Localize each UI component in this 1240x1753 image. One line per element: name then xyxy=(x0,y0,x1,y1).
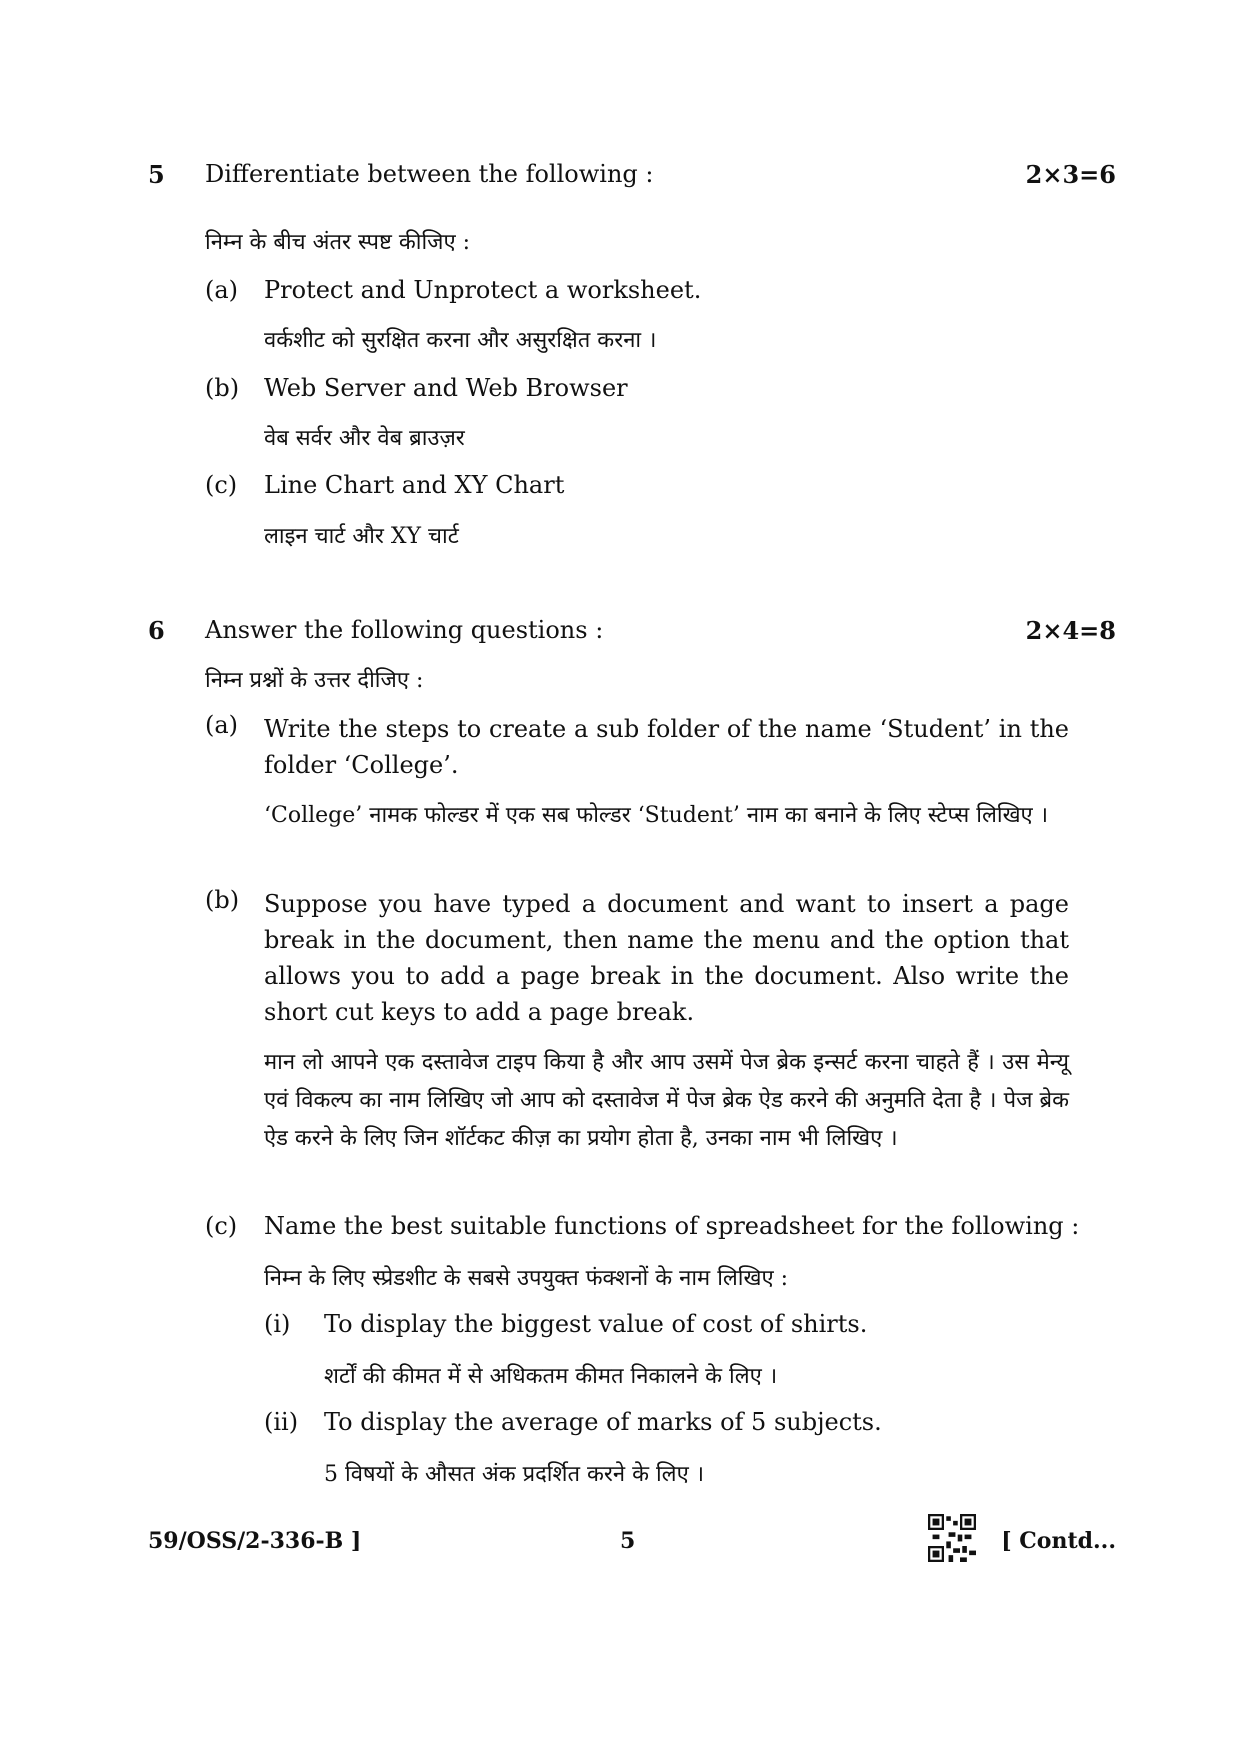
q6a-text: Write the steps to create a sub folder of the name ‘Student’ in the folder ‘College’. xyxy=(264,715,1069,779)
q6b-hindi: मान लो आपने एक दस्तावेज टाइप किया है और आप उसमें पेज ब्रेक इन्सर्ट करना चाहते हैं । उस मेन्यू एवं विकल्प का नाम लिखिए जो आप को दस्तावेज में पेज ब्रेक ऐड करने की अनुमति देता है । पेज ब्रेक ऐड करने के लिए जिन शॉर्टकट कीज़ का प्रयोग होता है, उनका नाम भी लिखिए । xyxy=(264,1050,1069,1151)
paper-code: 59/OSS/2-336-B ] xyxy=(148,1528,362,1554)
q5a-hindi: वर्कशीट को सुरक्षित करना और असुरक्षित करना । xyxy=(264,328,657,353)
continued-label: [ Contd... xyxy=(1001,1528,1116,1554)
q5c-text: Line Chart and XY Chart xyxy=(264,471,565,499)
q6c-label: (c) xyxy=(205,1212,238,1240)
q6a-label: (a) xyxy=(205,711,239,739)
q5-marks: 2×3=6 xyxy=(1025,160,1116,189)
q6c-ii-text: To display the average of marks of 5 subjects. xyxy=(324,1408,882,1436)
q6-number: 6 xyxy=(148,616,165,645)
page-number: 5 xyxy=(620,1528,636,1554)
qr-code-icon xyxy=(928,1514,976,1568)
q6c-i-text: To display the biggest value of cost of shirts. xyxy=(324,1310,868,1338)
q6c-i-hindi: शर्टों की कीमत में से अधिकतम कीमत निकालने के लिए । xyxy=(324,1364,778,1389)
q5b-text: Web Server and Web Browser xyxy=(264,374,628,402)
q6a-hindi: ‘College’ नामक फोल्डर में एक सब फोल्डर ‘Student’ नाम का बनाने के लिए स्टेप्स लिखिए । xyxy=(264,803,1049,828)
q5b-label: (b) xyxy=(205,374,240,402)
q5-question: Differentiate between the following : xyxy=(205,160,654,188)
q5a-text: Protect and Unprotect a worksheet. xyxy=(264,276,702,304)
q5c-hindi: लाइन चार्ट और XY चार्ट xyxy=(264,524,459,549)
q6-question: Answer the following questions : xyxy=(205,616,604,644)
q6c-ii-hindi: 5 विषयों के औसत अंक प्रदर्शित करने के लिए । xyxy=(324,1462,705,1487)
q5a-label: (a) xyxy=(205,276,239,304)
q6c-ii-label: (ii) xyxy=(264,1408,299,1436)
q6c-i-label: (i) xyxy=(264,1310,291,1338)
q6c-text: Name the best suitable functions of spreadsheet for the following : xyxy=(264,1212,1080,1240)
q6-marks: 2×4=8 xyxy=(1025,616,1116,645)
q5c-label: (c) xyxy=(205,471,238,499)
q5b-hindi: वेब सर्वर और वेब ब्राउज़र xyxy=(264,426,465,451)
q6b-text: Suppose you have typed a document and want to insert a page break in the document, then name the menu and the option that allows you to add a page break in the document. Also write the short cut keys to add a page break. xyxy=(264,890,1069,1026)
q5-number: 5 xyxy=(148,160,165,189)
q5-hindi: निम्न के बीच अंतर स्पष्ट कीजिए : xyxy=(205,230,471,255)
q6c-hindi: निम्न के लिए स्प्रेडशीट के सबसे उपयुक्त फंक्शनों के नाम लिखिए : xyxy=(264,1266,789,1291)
q6-hindi: निम्न प्रश्नों के उत्तर दीजिए : xyxy=(205,668,424,693)
q6b-label: (b) xyxy=(205,886,240,914)
